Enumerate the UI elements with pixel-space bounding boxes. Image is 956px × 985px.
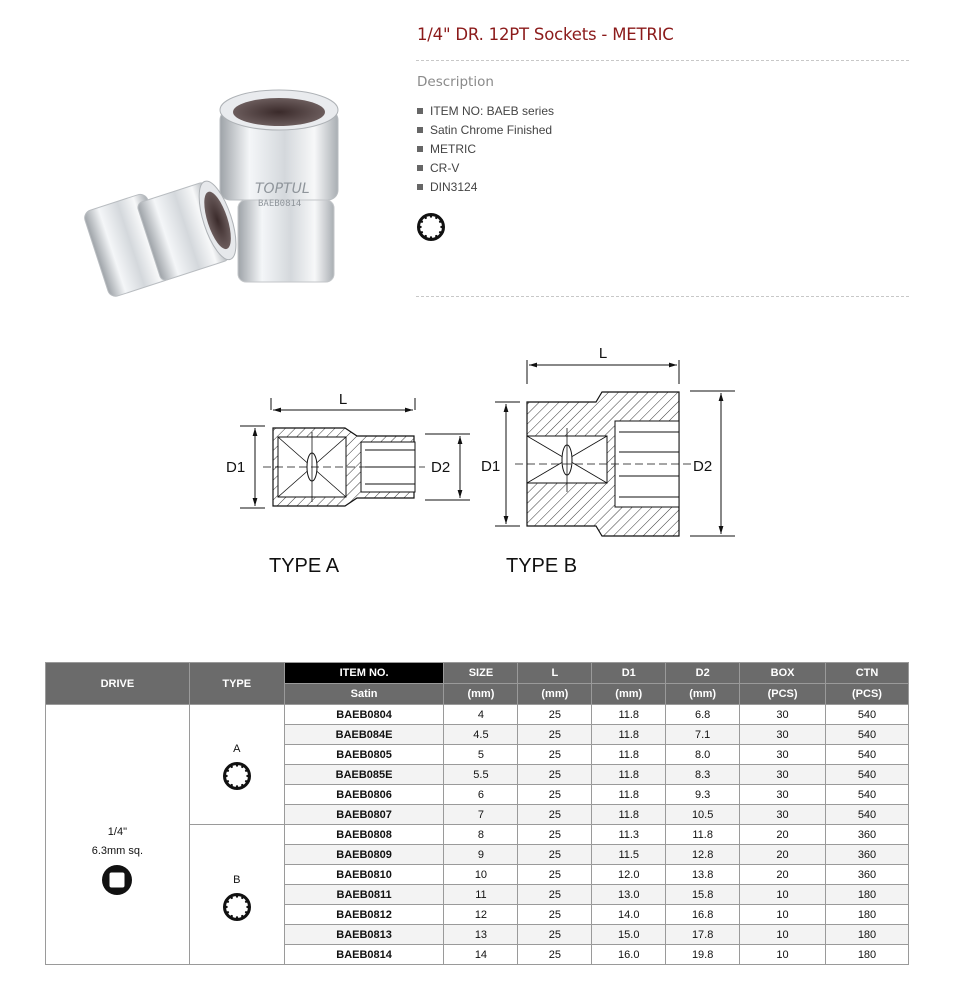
header-drive: DRIVE — [46, 663, 190, 705]
size-cell: 11 — [444, 885, 518, 905]
d1-cell: 13.0 — [592, 885, 666, 905]
type-label: A — [233, 742, 241, 755]
box-cell: 30 — [740, 745, 826, 765]
header-l-unit: (mm) — [518, 684, 592, 705]
d2-cell: 10.5 — [666, 805, 740, 825]
box-cell: 30 — [740, 705, 826, 725]
size-cell: 14 — [444, 945, 518, 965]
size-cell: 5 — [444, 745, 518, 765]
header-d1: D1 — [592, 663, 666, 684]
box-cell: 10 — [740, 905, 826, 925]
d2-cell: 15.8 — [666, 885, 740, 905]
d1-cell: 11.5 — [592, 845, 666, 865]
product-photo — [42, 80, 362, 340]
header-size-unit: (mm) — [444, 684, 518, 705]
ctn-cell: 180 — [826, 925, 909, 945]
drive-cell — [46, 705, 190, 965]
header-type: TYPE — [189, 663, 284, 705]
type-a-drawing — [226, 391, 470, 577]
type-b-drawing — [481, 345, 735, 577]
item-no-cell: BAEB0810 — [284, 865, 444, 885]
type-a-l-label: L — [338, 391, 348, 408]
item-engraving: BAEB0814 — [258, 199, 302, 209]
ctn-cell: 180 — [826, 885, 909, 905]
ctn-cell: 180 — [826, 905, 909, 925]
l-cell: 25 — [518, 845, 592, 865]
header-d1-unit: (mm) — [592, 684, 666, 705]
item-no-cell: BAEB084E — [284, 725, 444, 745]
bullet-icon — [417, 108, 423, 114]
l-cell: 25 — [518, 745, 592, 765]
l-cell: 25 — [518, 765, 592, 785]
bullet-icon — [417, 165, 423, 171]
item-no-cell: BAEB0806 — [284, 785, 444, 805]
item-no-cell: BAEB085E — [284, 765, 444, 785]
l-cell: 25 — [518, 885, 592, 905]
d1-cell: 11.3 — [592, 825, 666, 845]
square-drive-icon — [101, 864, 133, 896]
d2-cell: 19.8 — [666, 945, 740, 965]
ctn-cell: 540 — [826, 805, 909, 825]
box-cell: 30 — [740, 725, 826, 745]
size-cell: 9 — [444, 845, 518, 865]
item-no-cell: BAEB0808 — [284, 825, 444, 845]
type-label: B — [233, 873, 241, 886]
size-cell: 13 — [444, 925, 518, 945]
12-point-socket-icon — [222, 761, 252, 791]
item-no-cell: BAEB0809 — [284, 845, 444, 865]
type-b-d2-label: D2 — [693, 458, 713, 475]
d1-cell: 12.0 — [592, 865, 666, 885]
divider-top — [416, 60, 909, 61]
type-group-a — [189, 705, 284, 825]
size-cell: 6 — [444, 785, 518, 805]
box-cell: 20 — [740, 845, 826, 865]
l-cell: 25 — [518, 785, 592, 805]
d1-cell: 11.8 — [592, 805, 666, 825]
box-cell: 30 — [740, 805, 826, 825]
ctn-cell: 360 — [826, 865, 909, 885]
item-no-cell: BAEB0813 — [284, 925, 444, 945]
type-b-l-label: L — [598, 345, 608, 362]
description-heading: Description — [417, 74, 494, 90]
item-no-cell: BAEB0812 — [284, 905, 444, 925]
d2-cell: 9.3 — [666, 785, 740, 805]
item-no-cell: BAEB0807 — [284, 805, 444, 825]
type-a-d1-label: D1 — [226, 459, 246, 476]
d2-cell: 7.1 — [666, 725, 740, 745]
header-item-no: ITEM NO. — [284, 663, 444, 684]
ctn-cell: 540 — [826, 785, 909, 805]
size-cell: 4 — [444, 705, 518, 725]
bullet-icon — [417, 146, 423, 152]
type-b-d1-label: D1 — [481, 458, 501, 475]
table-row — [46, 705, 909, 725]
item-no-cell: BAEB0805 — [284, 745, 444, 765]
d1-cell: 11.8 — [592, 725, 666, 745]
divider-bottom — [416, 296, 909, 297]
d1-cell: 15.0 — [592, 925, 666, 945]
d2-cell: 12.8 — [666, 845, 740, 865]
ctn-cell: 360 — [826, 825, 909, 845]
product-title: 1/4" DR. 12PT Sockets - METRIC — [417, 25, 674, 44]
type-a-d2-label: D2 — [431, 459, 451, 476]
type-group-b — [189, 825, 284, 965]
header-box-unit: (PCS) — [740, 684, 826, 705]
ctn-cell: 540 — [826, 725, 909, 745]
d1-cell: 11.8 — [592, 745, 666, 765]
d2-cell: 11.8 — [666, 825, 740, 845]
d2-cell: 6.8 — [666, 705, 740, 725]
type-b-label: TYPE B — [506, 555, 578, 577]
box-cell: 10 — [740, 945, 826, 965]
box-cell: 10 — [740, 925, 826, 945]
ctn-cell: 360 — [826, 845, 909, 865]
d1-cell: 14.0 — [592, 905, 666, 925]
l-cell: 25 — [518, 825, 592, 845]
l-cell: 25 — [518, 925, 592, 945]
spec-table — [45, 662, 909, 965]
ctn-cell: 540 — [826, 705, 909, 725]
item-no-cell: BAEB0804 — [284, 705, 444, 725]
d1-cell: 16.0 — [592, 945, 666, 965]
l-cell: 25 — [518, 805, 592, 825]
12-point-socket-icon — [222, 892, 252, 922]
size-cell: 8 — [444, 825, 518, 845]
bullet-icon — [417, 127, 423, 133]
ctn-cell: 540 — [826, 745, 909, 765]
drive-square: 6.3mm sq. — [91, 844, 144, 857]
header-ctn-unit: (PCS) — [826, 684, 909, 705]
feature-item: CR-V — [417, 160, 554, 179]
item-no-cell: BAEB0811 — [284, 885, 444, 905]
header-d2: D2 — [666, 663, 740, 684]
l-cell: 25 — [518, 945, 592, 965]
l-cell: 25 — [518, 725, 592, 745]
d2-cell: 16.8 — [666, 905, 740, 925]
l-cell: 25 — [518, 905, 592, 925]
12-point-socket-icon — [416, 212, 446, 242]
ctn-cell: 540 — [826, 765, 909, 785]
box-cell: 10 — [740, 885, 826, 905]
size-cell: 5.5 — [444, 765, 518, 785]
box-cell: 30 — [740, 765, 826, 785]
header-finish: Satin — [284, 684, 444, 705]
size-cell: 12 — [444, 905, 518, 925]
feature-list — [417, 103, 554, 198]
d1-cell: 11.8 — [592, 785, 666, 805]
box-cell: 20 — [740, 825, 826, 845]
d2-cell: 8.3 — [666, 765, 740, 785]
feature-item: Satin Chrome Finished — [417, 122, 554, 141]
size-cell: 4.5 — [444, 725, 518, 745]
header-size: SIZE — [444, 663, 518, 684]
header-box: BOX — [740, 663, 826, 684]
feature-item: METRIC — [417, 141, 554, 160]
d2-cell: 17.8 — [666, 925, 740, 945]
type-a-label: TYPE A — [269, 555, 340, 577]
feature-item: DIN3124 — [417, 179, 554, 198]
header-l: L — [518, 663, 592, 684]
dimension-diagram — [215, 340, 745, 590]
d1-cell: 11.8 — [592, 765, 666, 785]
header-d2-unit: (mm) — [666, 684, 740, 705]
drive-size: 1/4" — [107, 825, 127, 838]
bullet-icon — [417, 184, 423, 190]
d2-cell: 13.8 — [666, 865, 740, 885]
item-no-cell: BAEB0814 — [284, 945, 444, 965]
l-cell: 25 — [518, 865, 592, 885]
d1-cell: 11.8 — [592, 705, 666, 725]
d2-cell: 8.0 — [666, 745, 740, 765]
ctn-cell: 180 — [826, 945, 909, 965]
box-cell: 20 — [740, 865, 826, 885]
size-cell: 7 — [444, 805, 518, 825]
size-cell: 10 — [444, 865, 518, 885]
box-cell: 30 — [740, 785, 826, 805]
header-ctn: CTN — [826, 663, 909, 684]
feature-item: ITEM NO: BAEB series — [417, 103, 554, 122]
brand-engraving: TOPTUL — [255, 181, 310, 197]
l-cell: 25 — [518, 705, 592, 725]
